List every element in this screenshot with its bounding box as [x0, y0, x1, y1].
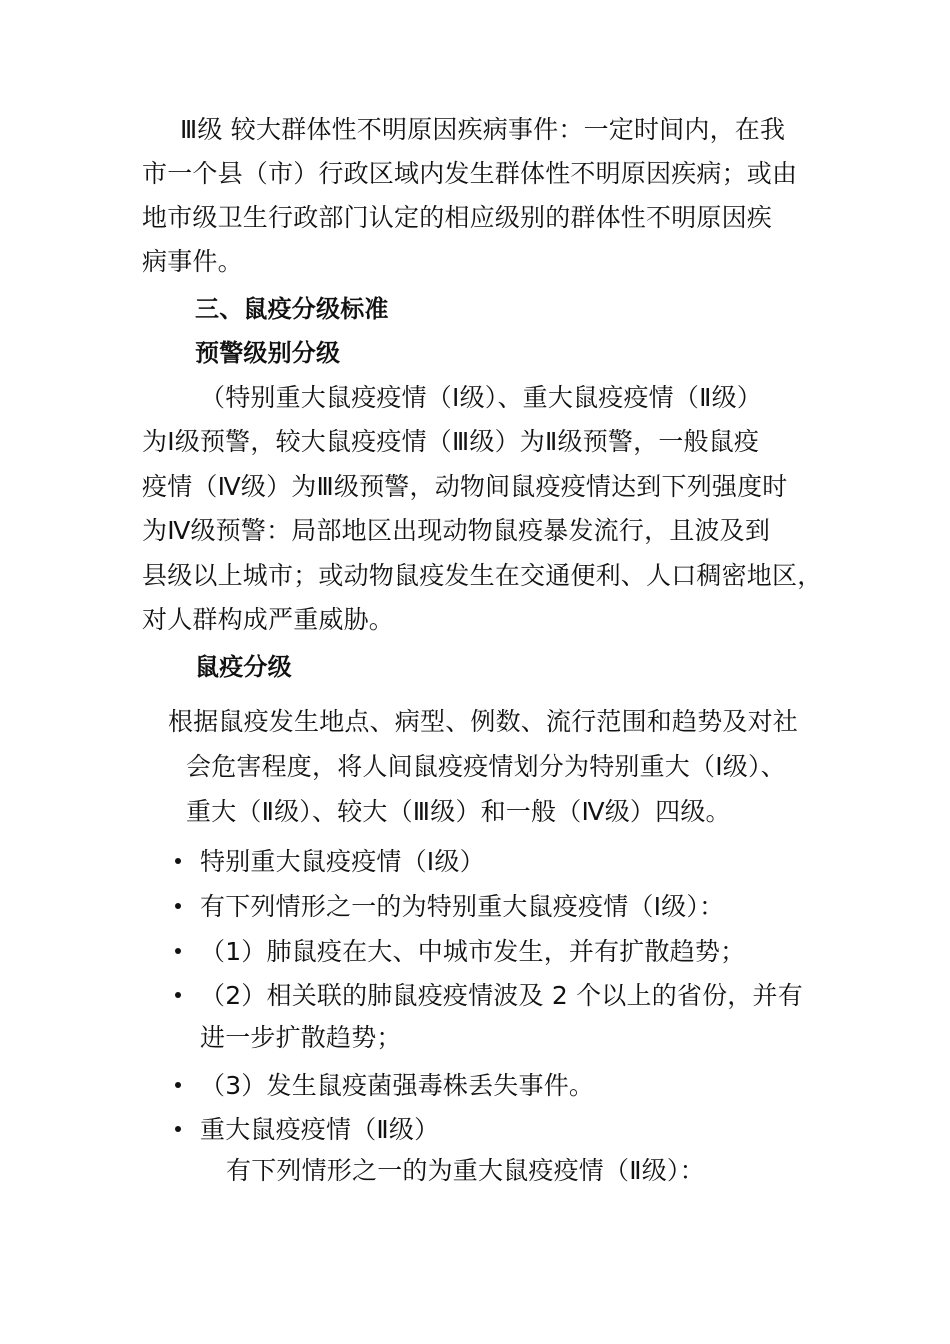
para3-line-3: 重大（Ⅱ级）、较大（Ⅲ级）和一般（Ⅳ级）四级。 [186, 797, 731, 826]
final-line: 有下列情形之一的为重大鼠疫疫情（Ⅱ级）： [226, 1156, 705, 1185]
bullet-dot-icon [175, 1126, 181, 1132]
bullet-dot-icon [175, 1082, 181, 1088]
grading-heading: 鼠疫分级 [195, 653, 292, 681]
para2-line-1: （特别重大鼠疫疫情（Ⅰ级）、重大鼠疫疫情（Ⅱ级） [200, 383, 762, 412]
para2-line-4: 为Ⅳ级预警：局部地区出现动物鼠疫暴发流行，且波及到 [142, 516, 771, 545]
para1-line-3: 地市级卫生行政部门认定的相应级别的群体性不明原因疾 [142, 203, 773, 232]
bullet-item-3: （1）肺鼠疫在大、中城市发生，并有扩散趋势； [200, 937, 746, 966]
para3-line-1: 根据鼠疫发生地点、病型、例数、流行范围和趋势及对社 [168, 707, 799, 736]
bullet-item-2: 有下列情形之一的为特别重大鼠疫疫情（Ⅰ级）： [200, 892, 725, 921]
bullet-item-5: （3）发生鼠疫菌强毒株丢失事件。 [200, 1071, 595, 1100]
bullet-item-6: 重大鼠疫疫情（Ⅱ级） [200, 1115, 440, 1144]
bullet-dot-icon [175, 858, 181, 864]
para2-line-2: 为Ⅰ级预警，较大鼠疫疫情（Ⅲ级）为Ⅱ级预警，一般鼠疫 [142, 427, 760, 456]
section-heading: 三、鼠疫分级标准 [195, 295, 389, 323]
para3-line-2: 会危害程度，将人间鼠疫疫情划分为特别重大（Ⅰ级）、 [186, 752, 786, 781]
bullet-item-4: （2）相关联的肺鼠疫疫情波及 2 个以上的省份，并有 [200, 981, 803, 1010]
bullet-dot-icon [175, 992, 181, 998]
para2-line-3: 疫情（Ⅳ级）为Ⅲ级预警，动物间鼠疫疫情达到下列强度时 [142, 472, 788, 501]
bullet-dot-icon [175, 948, 181, 954]
para1-line-2: 市一个县（市）行政区域内发生群体性不明原因疾病；或由 [142, 159, 798, 188]
para2-line-6: 对人群构成严重威胁。 [142, 605, 395, 634]
para1-line-4: 病事件。 [142, 247, 243, 276]
bullet-dot-icon [175, 903, 181, 909]
para2-line-5: 县级以上城市；或动物鼠疫发生在交通便利、人口稠密地区， [142, 561, 823, 590]
bullet-item-1: 特别重大鼠疫疫情（Ⅰ级） [200, 847, 485, 876]
warning-heading: 预警级别分级 [195, 339, 341, 367]
para1-line-1: Ⅲ级 较大群体性不明原因疾病事件：一定时间内，在我 [180, 115, 786, 144]
bullet-item-4-continuation: 进一步扩散趋势； [200, 1023, 402, 1052]
